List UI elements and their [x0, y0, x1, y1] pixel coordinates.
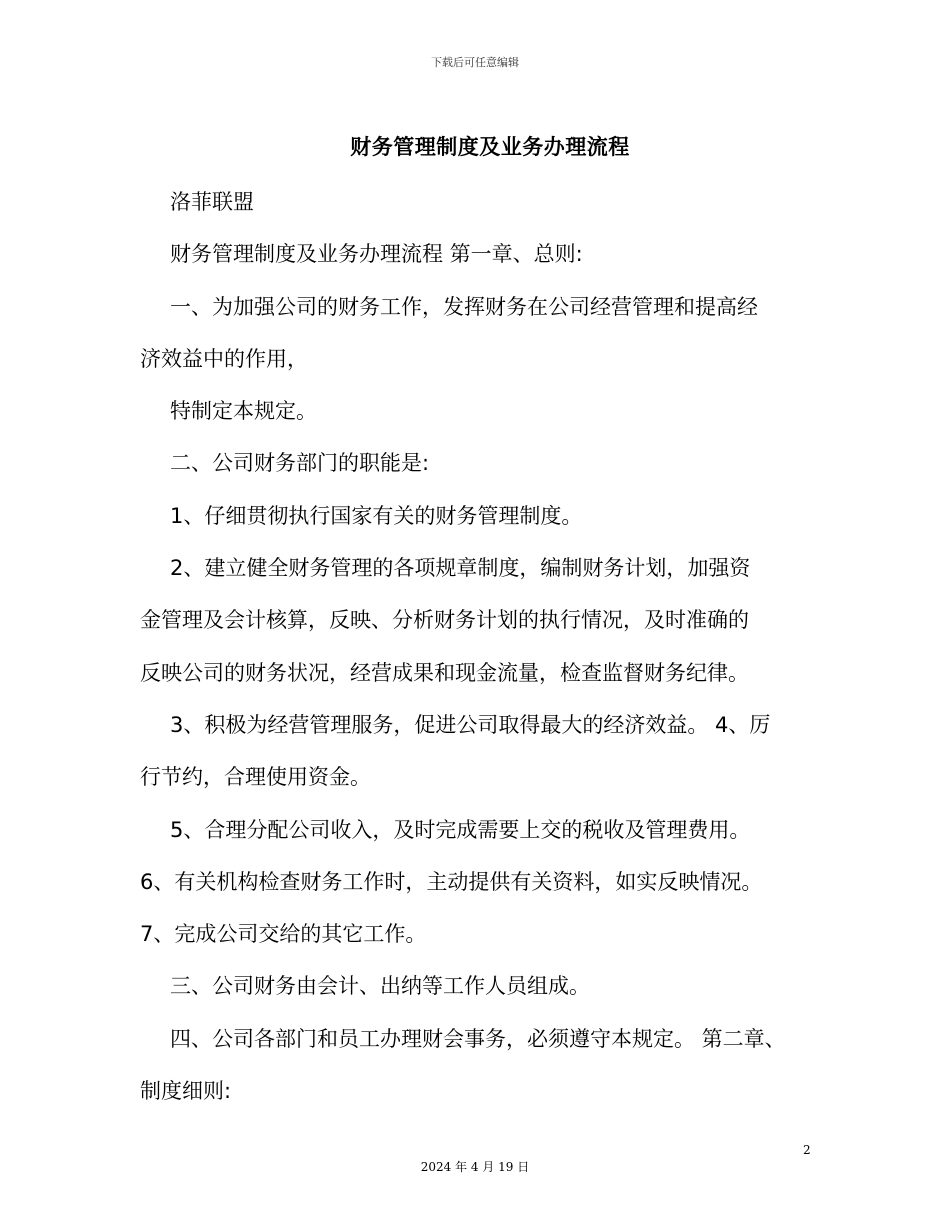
paragraph-line: 洛菲联盟 — [170, 190, 254, 214]
paragraph-line: 反映公司的财务状况，经营成果和现金流量，检查监督财务纪律。 — [140, 660, 749, 685]
paragraph-line: 行节约，合理使用资金。 — [140, 765, 371, 790]
paragraph-line: 1、仔细贯彻执行国家有关的财务管理制度。 — [170, 503, 583, 528]
paragraph-line: 特制定本规定。 — [170, 399, 317, 424]
paragraph-line: 5、合理分配公司收入，及时完成需要上交的税收及管理费用。 — [170, 817, 751, 842]
paragraph-line: 7、完成公司交给的其它工作。 — [140, 922, 427, 947]
page-number: 2 — [803, 1143, 811, 1157]
paragraph-line: 制度细则: — [140, 1079, 232, 1104]
page-footer-date: 2024 年 4 月 19 日 — [420, 1160, 530, 1174]
paragraph-line: 6、有关机构检查财务工作时，主动提供有关资料，如实反映情况。 — [140, 869, 763, 894]
paragraph-line: 金管理及会计核算，反映、分析财务计划的执行情况，及时准确的 — [140, 608, 749, 633]
paragraph-line: 2、建立健全财务管理的各项规章制度，编制财务计划，加强资 — [170, 556, 751, 581]
paragraph-line: 二、公司财务部门的职能是: — [170, 451, 430, 476]
page-header-note: 下载后可任意编辑 — [431, 56, 519, 69]
paragraph-line: 一、为加强公司的财务工作，发挥财务在公司经营管理和提高经 — [170, 294, 758, 319]
paragraph-line: 财务管理制度及业务办理流程 第一章、总则: — [170, 242, 583, 267]
paragraph-line: 济效益中的作用， — [140, 346, 308, 371]
document-title: 财务管理制度及业务办理流程 — [350, 135, 630, 159]
paragraph-line: 3、积极为经营管理服务，促进公司取得最大的经济效益。 4、厉 — [170, 712, 771, 737]
paragraph-line: 三、公司财务由会计、出纳等工作人员组成。 — [170, 974, 590, 999]
document-body — [140, 176, 830, 1117]
paragraph-line: 四、公司各部门和员工办理财会事务，必须遵守本规定。 第二章、 — [170, 1026, 786, 1051]
